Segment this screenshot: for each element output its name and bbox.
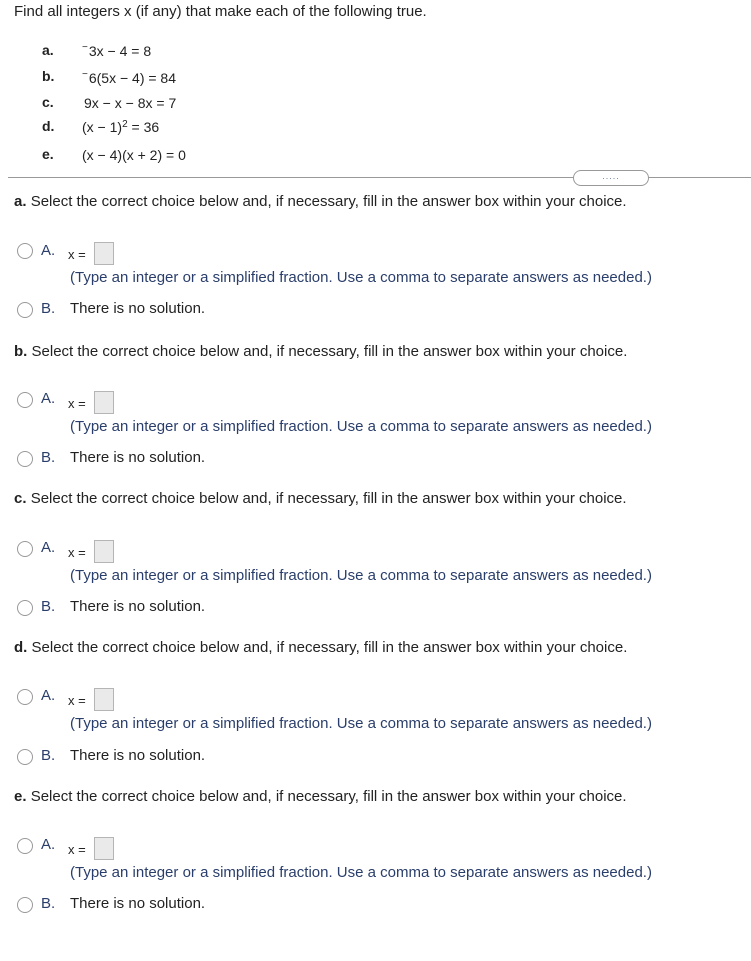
question-letter: b.	[14, 343, 28, 360]
x-equals-label: x =	[68, 396, 86, 411]
radio-d-option-a[interactable]	[17, 689, 33, 705]
choice-a-letter: A.	[41, 836, 56, 853]
question-prompt: Select the correct choice below and, if necessary, fill in the answer box within your choice.	[30, 788, 627, 805]
equation-text: = 36	[127, 119, 160, 135]
question-c	[14, 490, 627, 507]
choice-b-letter: B.	[41, 300, 56, 317]
hint-text: (Type an integer or a simplified fraction. Use a comma to separate answers as needed.)	[70, 269, 652, 286]
question-e	[14, 788, 627, 805]
negative-sign: −	[82, 69, 88, 80]
problem-b-equation	[82, 69, 176, 86]
question-d	[14, 639, 627, 656]
equation-text: (x − 1)	[82, 119, 123, 135]
question-letter: e.	[14, 788, 27, 805]
problem-e-label: e.	[42, 146, 54, 162]
problem-a-equation	[82, 42, 151, 59]
no-solution-text: There is no solution.	[70, 895, 206, 912]
question-a	[14, 193, 627, 210]
question-prompt: Select the correct choice below and, if necessary, fill in the answer box within your choice.	[30, 193, 627, 210]
exponent: 2	[122, 119, 128, 130]
equation-text: 6(5x − 4) = 84	[88, 70, 177, 86]
radio-d-option-b[interactable]	[17, 749, 33, 765]
question-letter: c.	[14, 490, 27, 507]
problem-e-equation: (x − 4)(x + 2) = 0	[82, 147, 186, 163]
question-prompt: Select the correct choice below and, if necessary, fill in the answer box within your choice.	[30, 490, 627, 507]
hint-text: (Type an integer or a simplified fraction. Use a comma to separate answers as needed.)	[70, 864, 652, 881]
choice-b-letter: B.	[41, 747, 56, 764]
answer-box-e[interactable]	[94, 837, 114, 860]
choice-b-letter: B.	[41, 598, 56, 615]
choice-b-letter: B.	[41, 895, 56, 912]
choice-a-letter: A.	[41, 390, 56, 407]
no-solution-text: There is no solution.	[70, 747, 206, 764]
answer-box-b[interactable]	[94, 391, 114, 414]
x-equals-label: x =	[68, 842, 86, 857]
x-equals-label: x =	[68, 545, 86, 560]
hint-text: (Type an integer or a simplified fraction. Use a comma to separate answers as needed.)	[70, 567, 652, 584]
radio-a-option-b[interactable]	[17, 302, 33, 318]
choice-a-letter: A.	[41, 687, 56, 704]
question-prompt: Select the correct choice below and, if necessary, fill in the answer box within your choice.	[31, 343, 628, 360]
problem-c-label: c.	[42, 94, 54, 110]
no-solution-text: There is no solution.	[70, 449, 206, 466]
no-solution-text: There is no solution.	[70, 300, 206, 317]
x-equals-label: x =	[68, 247, 86, 262]
negative-sign: −	[82, 42, 88, 53]
answer-box-a[interactable]	[94, 242, 114, 265]
radio-e-option-b[interactable]	[17, 897, 33, 913]
problem-b-label: b.	[42, 68, 55, 84]
radio-e-option-a[interactable]	[17, 838, 33, 854]
question-prompt: Select the correct choice below and, if necessary, fill in the answer box within your choice.	[31, 639, 628, 656]
answer-box-c[interactable]	[94, 540, 114, 563]
choice-a-letter: A.	[41, 539, 56, 556]
choice-b-letter: B.	[41, 449, 56, 466]
radio-c-option-a[interactable]	[17, 541, 33, 557]
radio-b-option-a[interactable]	[17, 392, 33, 408]
question-letter: a.	[14, 193, 27, 210]
x-equals-label: x =	[68, 693, 86, 708]
radio-a-option-a[interactable]	[17, 243, 33, 259]
question-b	[14, 343, 627, 360]
answer-box-d[interactable]	[94, 688, 114, 711]
question-letter: d.	[14, 639, 28, 656]
instructions: Find all integers x (if any) that make each of the following true.	[14, 3, 427, 20]
no-solution-text: There is no solution.	[70, 598, 206, 615]
problem-d-label: d.	[42, 118, 55, 134]
problem-a-label: a.	[42, 42, 54, 58]
hint-text: (Type an integer or a simplified fraction. Use a comma to separate answers as needed.)	[70, 418, 652, 435]
radio-b-option-b[interactable]	[17, 451, 33, 467]
more-button[interactable]: .....	[573, 170, 649, 186]
problem-d-equation	[82, 119, 159, 135]
equation-text: 3x − 4 = 8	[88, 43, 152, 59]
hint-text: (Type an integer or a simplified fraction. Use a comma to separate answers as needed.)	[70, 715, 652, 732]
choice-a-letter: A.	[41, 242, 56, 259]
radio-c-option-b[interactable]	[17, 600, 33, 616]
problem-c-equation: 9x − x − 8x = 7	[84, 95, 177, 111]
